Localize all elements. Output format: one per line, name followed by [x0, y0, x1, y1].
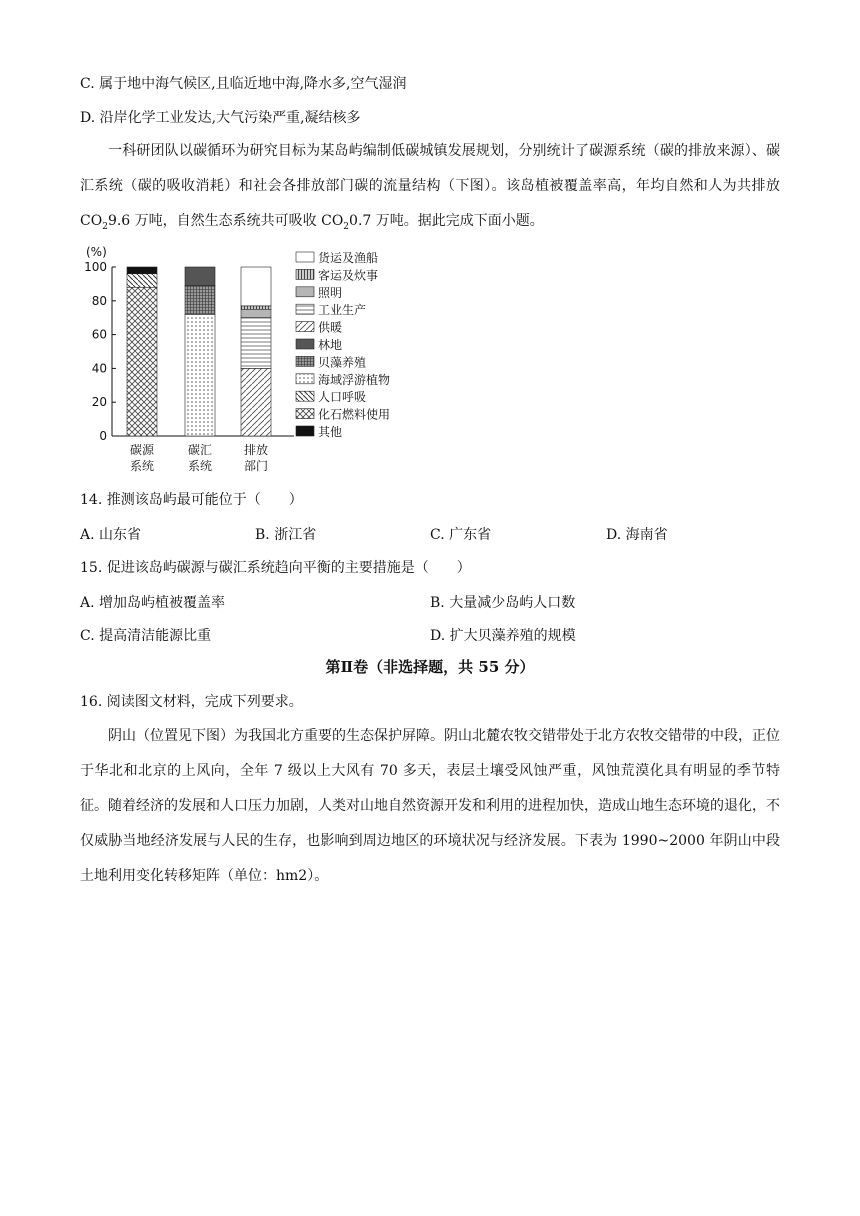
x-category-label: 碳汇: [187, 443, 213, 457]
bar-segment: [127, 287, 157, 436]
bar-segment: [185, 314, 215, 436]
x-category-label: 碳源: [129, 443, 155, 457]
x-category-label: 排放: [243, 443, 269, 457]
y-tick-label: 20: [91, 395, 107, 410]
y-tick-label: 80: [91, 293, 107, 308]
carbon-flow-chart: [78, 240, 418, 480]
legend-label: 化石燃料使用: [318, 407, 391, 422]
bar-segment: [241, 309, 271, 317]
legend-swatch: [296, 356, 314, 366]
bar-segment: [127, 274, 157, 288]
x-category-label: 系统: [187, 459, 213, 473]
q16-stem: 16. 阅读图文材料，完成下列要求。: [80, 694, 303, 710]
legend-label: 货运及渔船: [318, 251, 379, 265]
option-d-prev: D. 沿岸化学工业发达,大气污染严重,凝结核多: [80, 110, 361, 126]
legend-label: 贝藻养殖: [318, 355, 367, 370]
legend-swatch: [296, 269, 314, 279]
legend-swatch: [296, 426, 314, 436]
bar-segment: [185, 286, 215, 315]
legend-swatch: [296, 391, 314, 401]
bar-segment: [241, 306, 271, 309]
option-c-prev: C. 属于地中海气候区,且临近地中海,降水多,空气湿润: [80, 76, 407, 92]
y-tick-label: 100: [84, 260, 107, 274]
legend-label: 人口呼吸: [318, 390, 367, 405]
bar-segment: [127, 267, 157, 274]
legend-swatch: [296, 322, 314, 332]
q14-stem: 14. 推测该岛屿最可能位于（ ）: [80, 492, 303, 508]
section-title: 第Ⅱ卷（非选择题，共 55 分）: [325, 658, 535, 676]
legend-label: 其他: [318, 425, 343, 439]
bar-segment: [241, 318, 271, 369]
q14-option-b: B. 浙江省: [255, 527, 317, 543]
q15-option-c: C. 提高清洁能源比重: [80, 628, 212, 644]
legend-label: 供暖: [318, 320, 343, 335]
legend-label: 照明: [318, 285, 343, 300]
q15-option-a: A. 增加岛屿植被覆盖率: [80, 595, 226, 611]
x-category-label: 系统: [129, 459, 155, 473]
legend-swatch: [296, 339, 314, 349]
legend-label: 林地: [318, 338, 343, 352]
y-unit-label: (%): [86, 245, 107, 259]
q15-option-b: B. 大量减少岛屿人口数: [430, 595, 576, 611]
q14-option-a: A. 山东省: [80, 527, 142, 543]
legend-swatch: [296, 252, 314, 262]
intro-paragraph: 一科研团队以碳循环为研究目标为某岛屿编制低碳城镇发展规划，分别统计了碳源系统（碳的排放来源）、碳汇系统（碳的吸收消耗）和社会各排放部门碳的流量结构（下图）。该岛植被覆盖率高，年均自然和人为共排放 $CO_29.6$ 万吨，自然生态系统共可吸收 $CO_20.7$ 万吨。据此完成下面小题。: [80, 143, 780, 232]
y-tick-label: 40: [91, 361, 107, 376]
q14-option-d: D. 海南省: [606, 527, 668, 543]
q14-option-c: C. 广东省: [430, 527, 492, 543]
legend-swatch: [296, 304, 314, 314]
y-tick-label: 60: [91, 327, 107, 342]
bar-segment: [241, 267, 271, 306]
legend-swatch: [296, 287, 314, 297]
legend-swatch: [296, 374, 314, 384]
q16-body: 阴山（位置见下图）为我国北方重要的生态保护屏障。阴山北麓农牧交错带处于北方农牧交错带的中段，正位于华北和北京的上风向，全年 7 级以上大风有 70 多天，表层土壤受风蚀严重，风蚀荒漠化具有明显的季节特征。随着经济的发展和人口压力加剧，人类对山地自然资源开发和利用的进程加快，造成山地生态环境的退化，不仅威胁当地经济发展与人民的生存，也影响到周边地区的环境状况与经济发展。下表为 1990~2000 年阴山中段土地利用变化转移矩阵（单位：hm2）。: [80, 728, 780, 884]
y-tick-label: 0: [99, 429, 107, 443]
bar-segment: [241, 368, 271, 436]
q15-stem: 15. 促进该岛屿碳源与碳汇系统趋向平衡的主要措施是（ ）: [80, 560, 471, 576]
legend-label: 客运及炊事: [318, 268, 379, 283]
legend-label: 工业生产: [318, 303, 367, 318]
q15-option-d: D. 扩大贝藻养殖的规模: [430, 628, 576, 644]
x-category-label: 部门: [243, 459, 269, 473]
bar-segment: [185, 267, 215, 286]
legend-label: 海域浮游植物: [318, 372, 391, 387]
legend-swatch: [296, 409, 314, 419]
